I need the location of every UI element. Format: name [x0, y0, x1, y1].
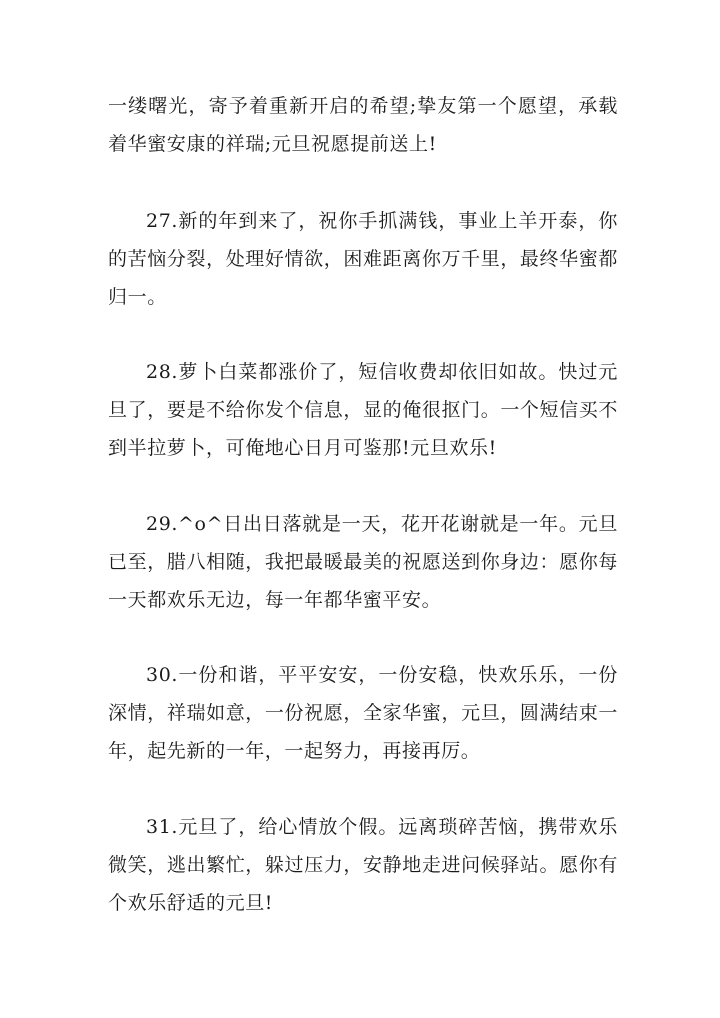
paragraph-28: 28.萝卜白菜都涨价了，短信收费却依旧如故。快过元旦了，要是不给你发个信息，显的俺很抠门。一个短信买不到半拉萝卜，可俺地心日月可鉴那!元旦欢乐!: [108, 361, 618, 459]
paragraph-31: 31.元旦了，给心情放个假。远离琐碎苦恼，携带欢乐微笑，逃出繁忙，躲过压力，安静地走进问候驿站。愿你有个欢乐舒适的元旦!: [108, 816, 618, 914]
paragraph-30: 30.一份和谐，平平安安，一份安稳，快欢乐乐，一份深情，祥瑞如意，一份祝愿，全家华蜜，元旦，圆满结束一年，起先新的一年，一起努力，再接再厉。: [108, 664, 618, 762]
paragraph-27: 27.新的年到来了，祝你手抓满钱，事业上羊开泰，你的苦恼分裂，处理好情欲，困难距离你万千里，最终华蜜都归一。: [108, 210, 618, 308]
paragraph-continuation: 一缕曙光，寄予着重新开启的希望;挚友第一个愿望，承载着华蜜安康的祥瑞;元旦祝愿提前送上!: [108, 95, 618, 155]
paragraph-29: 29.^o^日出日落就是一天，花开花谢就是一年。元旦已至，腊八相随，我把最暖最美的祝愿送到你身边：愿你每一天都欢乐无边，每一年都华蜜平安。: [108, 513, 618, 611]
